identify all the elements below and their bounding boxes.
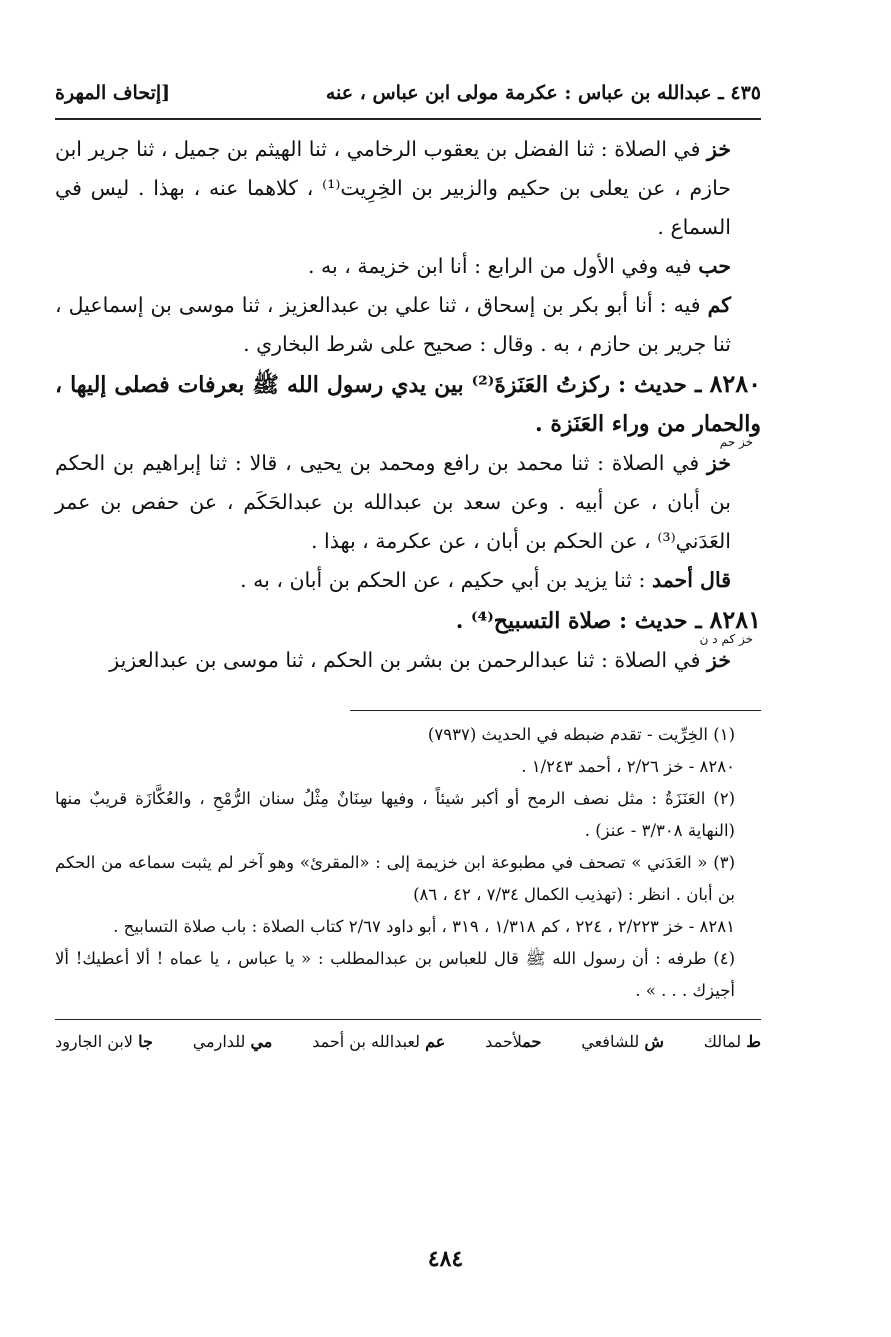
header-chapter-title: ٤٣٥ ـ عبدالله بن عباس : عكرمة مولى ابن عباس ، عنه bbox=[325, 82, 761, 104]
footnote-rule bbox=[350, 710, 761, 711]
abbreviation-item: مي للدارمي bbox=[192, 1032, 273, 1051]
abbreviation-key bbox=[55, 1032, 761, 1051]
hadith-text: ـ حديث : صلاة التسبيح⁽⁴⁾ . bbox=[455, 608, 702, 634]
abbreviation-item: ش للشافعي bbox=[581, 1032, 664, 1051]
source-label: خز bbox=[707, 451, 731, 475]
header-rule bbox=[55, 118, 761, 120]
source-label: حب bbox=[698, 254, 731, 278]
hadith-8281 bbox=[55, 600, 761, 645]
reference-8280: ٨٢٨٠ - خز ٢/٢٦ ، أحمد ١/٢٤٣ . bbox=[521, 757, 735, 776]
paragraph bbox=[55, 286, 761, 364]
hadith-text: ـ حديث : ركزتُ العَنَزةَ⁽²⁾ بين يدي رسول الله ﷺ بعرفات فصلى إليها ، والحمار من وراء العَنَزة . bbox=[55, 372, 761, 437]
page-number: ٤٨٤ bbox=[427, 1246, 464, 1272]
main-text bbox=[55, 130, 761, 680]
hadith-8280 bbox=[55, 364, 761, 448]
abbreviation-item: جا لابن الجارود bbox=[55, 1032, 153, 1051]
paragraph-text: : ثنا يزيد بن أبي حكيم ، عن الحكم بن أبان ، به . bbox=[240, 568, 646, 592]
paragraph-text: فيه : أنا أبو بكر بن إسحاق ، ثنا علي بن عبدالعزيز ، ثنا موسى بن إسماعيل ، ثنا جرير بن حازم ، به . وقال : صحيح على شرط البخاري . bbox=[55, 293, 731, 356]
paragraph-text: في الصلاة : ثنا الفضل بن يعقوب الرخامي ، ثنا الهيثم بن جميل ، ثنا جرير ابن حازم ، عن يعلى بن حكيم والزبير بن الخِرِيت⁽¹⁾ ، كلاهما عنه ، بهذا . ليس في السماع . bbox=[55, 137, 731, 239]
hadith-sources: خز كم د ن bbox=[699, 632, 753, 646]
source-label: خز bbox=[707, 648, 731, 672]
footnote-2: (٢) العَنَزَةُ : مثل نصف الرمح أو أكبر شيئاً ، وفيها سِنَانٌ مِثْلُ سنان الرُّمْحِ ، والعُكَّازَة قريبٌ منها (النهاية ٣/٣٠٨ - عنز) . bbox=[55, 789, 735, 840]
source-label: قال أحمد bbox=[651, 568, 731, 592]
footnote-1: (١) الخِرِّيت - تقدم ضبطه في الحديث (٧٩٣٧) bbox=[427, 725, 735, 744]
paragraph-text: في الصلاة : ثنا عبدالرحمن بن بشر بن الحكم ، ثنا موسى بن عبدالعزيز bbox=[109, 648, 701, 672]
paragraph-text: في الصلاة : ثنا محمد بن رافع ومحمد بن يحيى ، قالا : ثنا إبراهيم بن الحكم بن أبان ، عن أبيه . وعن سعد بن عبدالله بن عبدالحَكَم ، عن حفص بن عمر العَدَني⁽³⁾ ، عن الحكم بن أبان ، عن عكرمة ، بهذا . bbox=[55, 451, 731, 553]
book-page bbox=[55, 70, 761, 1051]
abbreviation-rule bbox=[55, 1019, 761, 1020]
paragraph-text: فيه وفي الأول من الرابع : أنا ابن خزيمة ، به . bbox=[307, 254, 692, 278]
paragraph bbox=[55, 247, 761, 286]
source-label: كم bbox=[707, 293, 731, 317]
paragraph bbox=[55, 130, 761, 247]
abbreviation-item: عم لعبدالله بن أحمد bbox=[312, 1032, 446, 1051]
source-label: خز bbox=[707, 137, 731, 161]
hadith-number: ٨٢٨٠ bbox=[709, 369, 761, 398]
abbreviation-item: ط لمالك bbox=[703, 1032, 761, 1051]
paragraph bbox=[55, 561, 761, 600]
paragraph bbox=[55, 444, 761, 561]
footnote-4: (٤) طرفه : أن رسول الله ﷺ قال للعباس بن عبدالمطلب : « يا عباس ، يا عماه ! ألا أعطيك! ألا أجيزك . . . » . bbox=[55, 949, 735, 1000]
abbreviation-item: حملأحمد bbox=[485, 1032, 542, 1051]
reference-8281: ٨٢٨١ - خز ٢/٢٢٣ ، ٢٢٤ ، كم ١/٣١٨ ، ٣١٩ ، أبو داود ٢/٦٧ كتاب الصلاة : باب صلاة التسابيح . bbox=[113, 917, 735, 936]
hadith-sources: خز حم bbox=[719, 435, 753, 449]
paragraph bbox=[55, 641, 761, 680]
footnote-3: (٣) « العَدَني » تصحف في مطبوعة ابن خزيمة إلى : «المقرئ» وهو آخر لم يثبت سماعه من الحكم بن أبان . انظر : (تهذيب الكمال ٧/٣٤ ، ٤٢ ، ٨٦) bbox=[55, 853, 735, 904]
hadith-number: ٨٢٨١ bbox=[709, 605, 761, 634]
running-header bbox=[55, 70, 761, 118]
header-book-title: [إتحاف المهرة bbox=[55, 82, 171, 104]
footnotes bbox=[55, 719, 761, 1007]
